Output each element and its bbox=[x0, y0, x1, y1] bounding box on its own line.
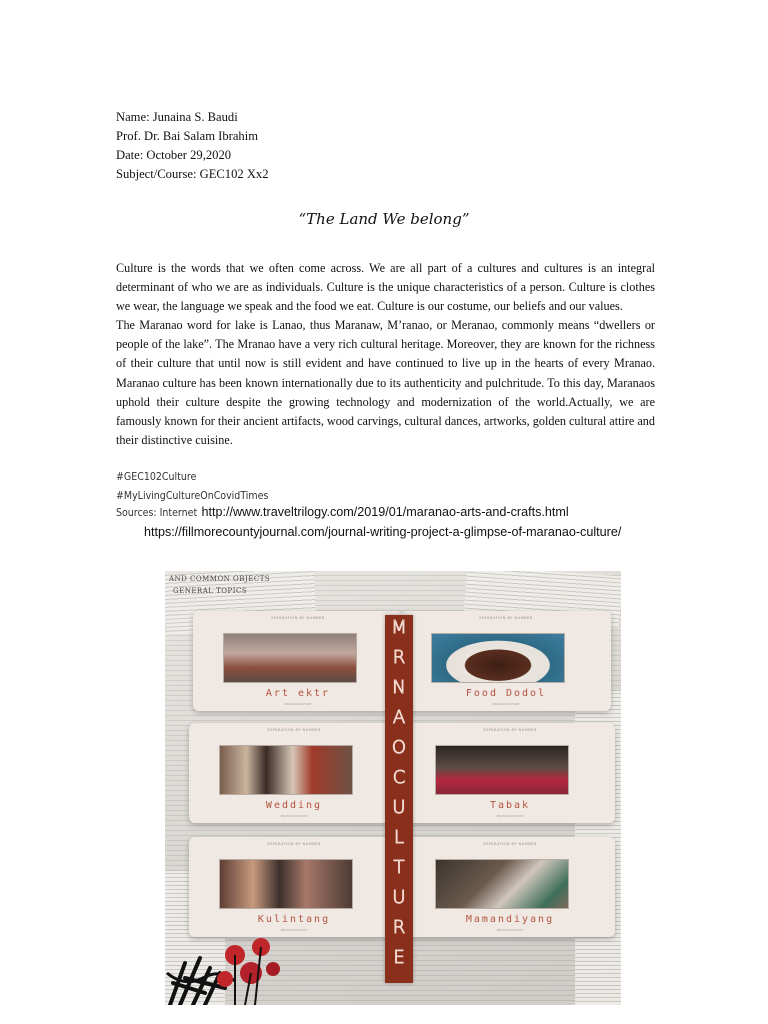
professor-name: Prof. Dr. Bai Salam Ibrahim bbox=[116, 129, 259, 143]
card-head: SEPARATION BY NUMBER bbox=[267, 842, 321, 846]
card-food bbox=[401, 611, 611, 711]
food-photo bbox=[431, 633, 565, 683]
card-label: Kulintang bbox=[257, 914, 331, 925]
date-line: Date: October 29,2020 bbox=[116, 148, 232, 162]
source-url-2[interactable]: https://fillmorecountyjournal.com/journal-writing-project-a-glimpse-of-maranao-culture/ bbox=[144, 525, 622, 539]
maranao-culture-poster bbox=[165, 571, 621, 1005]
card-tabak bbox=[405, 723, 615, 823]
band-letter: R bbox=[392, 647, 406, 668]
subject-line: Subject/Course: GEC102 Xx2 bbox=[116, 167, 269, 181]
card-label: Food Dodol bbox=[465, 688, 547, 699]
paragraph-1: Culture is the words that we often come across. We are all part of a cultures and cultures is an integral determinant of who we are as individuals. Culture is the unique characteristics of a person. Culture is clothes we wear, the language we speak and the food we eat. Culture is our costume, our beliefs and our values. bbox=[116, 261, 655, 314]
band-letter: L bbox=[393, 827, 405, 848]
band-letter: A bbox=[392, 707, 406, 728]
kulintang-photo bbox=[219, 859, 353, 909]
band-letter: M bbox=[391, 617, 407, 638]
hashtag-2: #MyLivingCultureOnCovidTimes bbox=[116, 488, 269, 502]
card-foot: MRANAOCULTURE bbox=[492, 702, 520, 706]
card-foot: MRANAOCULTURE bbox=[284, 702, 312, 706]
card-art bbox=[193, 611, 403, 711]
band-letter: R bbox=[392, 917, 406, 938]
card-head: SEPARATION BY NUMBER bbox=[267, 728, 321, 732]
card-wedding bbox=[189, 723, 399, 823]
band-letter: E bbox=[393, 947, 405, 968]
band-letter: U bbox=[392, 797, 406, 818]
card-head: SEPARATION BY NUMBER bbox=[483, 728, 537, 732]
card-label: Wedding bbox=[265, 800, 323, 811]
card-label: Tabak bbox=[489, 800, 531, 811]
card-head: SEPARATION BY NUMBER bbox=[271, 616, 325, 620]
paper-text-2: GENERAL TOPICS bbox=[173, 587, 248, 595]
card-head: SEPARATION BY NUMBER bbox=[483, 842, 537, 846]
band-letter: T bbox=[393, 857, 405, 878]
card-foot: MRANAOCULTURE bbox=[496, 814, 524, 818]
band-letter: O bbox=[391, 737, 407, 758]
student-name: Name: Junaina S. Baudi bbox=[116, 110, 238, 124]
card-foot: MRANAOCULTURE bbox=[280, 814, 308, 818]
band-letter: U bbox=[392, 887, 406, 908]
band-letter: N bbox=[392, 677, 406, 698]
paragraph-2: The Maranao word for lake is Lanao, thus Maranaw, M’ranao, or Meranao, commonly means “dwellers or people of the lake”. The Mranao have a very rich cultural heritage. Moreover, they are known for the richness of their culture that until now is still evident and have continued to live up in the hearts of every Mranao. Maranao culture has been known internationally due to its authenticity and pulchritude. To this day, Maranaos uphold their culture despite the growing technology and modernization of the world.Actually, we are famously known for their ancient artifacts, wood carvings, cultural dances, artworks, golden cultural attire and their distinctive cuisine. bbox=[116, 318, 655, 447]
mamandiyang-photo bbox=[435, 859, 569, 909]
hashtag-1: #GEC102Culture bbox=[116, 470, 197, 483]
hashtags bbox=[116, 468, 293, 506]
card-label: Art ektr bbox=[265, 688, 331, 699]
card-mamandiyang bbox=[405, 837, 615, 937]
card-label: Mamandiyang bbox=[465, 914, 555, 925]
card-foot: MRANAOCULTURE bbox=[280, 928, 308, 932]
band-letter: C bbox=[392, 767, 406, 788]
art-photo bbox=[223, 633, 357, 683]
wedding-photo bbox=[219, 745, 353, 795]
flower-decoration bbox=[165, 933, 305, 1005]
paper-text-1: AND COMMON OBJECTS bbox=[169, 575, 271, 583]
tabak-photo bbox=[435, 745, 569, 795]
sources-label: Sources: Internet bbox=[116, 506, 198, 519]
card-foot: MRANAOCULTURE bbox=[496, 928, 524, 932]
sources-line bbox=[116, 505, 569, 520]
essay-body bbox=[116, 259, 655, 450]
header-block bbox=[116, 108, 269, 184]
mranao-culture-band bbox=[385, 615, 413, 983]
source-url-1[interactable]: http://www.traveltrilogy.com/2019/01/maranao-arts-and-crafts.html bbox=[201, 505, 569, 519]
card-kulintang bbox=[189, 837, 399, 937]
card-head: SEPARATION BY NUMBER bbox=[479, 616, 533, 620]
essay-title: “The Land We belong” bbox=[298, 210, 470, 228]
